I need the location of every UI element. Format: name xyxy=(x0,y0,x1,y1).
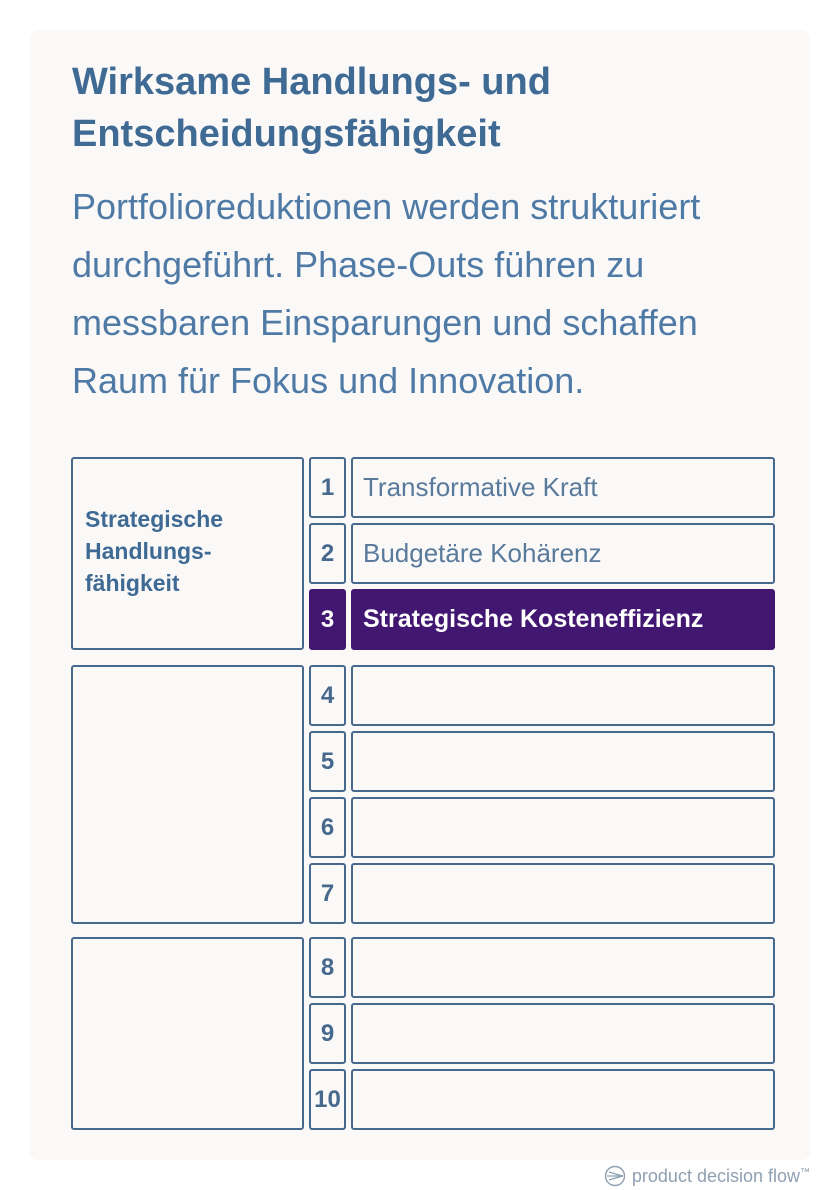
row-item-3-selected[interactable]: Strategische Kosteneffizienz xyxy=(351,589,775,650)
group-label-line-1: Strategische xyxy=(85,506,224,532)
row-item-1[interactable]: Transformative Kraft xyxy=(351,457,775,518)
row-item-5[interactable] xyxy=(351,731,775,792)
footer-brand xyxy=(604,1162,810,1190)
row-number-4: 4 xyxy=(309,665,346,726)
row-number-8: 8 xyxy=(309,937,346,998)
row-item-8[interactable] xyxy=(351,937,775,998)
description-line-4: Raum für Fokus und Innovation. xyxy=(72,360,585,401)
description-line-3: messbaren Einsparungen und schaffen xyxy=(72,302,698,343)
row-number-10: 10 xyxy=(309,1069,346,1130)
trademark-symbol: ™ xyxy=(800,1166,810,1178)
description-line-2: durchgeführt. Phase-Outs führen zu xyxy=(72,244,645,285)
row-item-9[interactable] xyxy=(351,1003,775,1064)
footer-brand-text xyxy=(632,1166,810,1187)
row-number-1: 1 xyxy=(309,457,346,518)
flow-logo-icon xyxy=(604,1165,626,1187)
row-number-5: 5 xyxy=(309,731,346,792)
group-box-1 xyxy=(71,457,304,650)
group-box-3 xyxy=(71,937,304,1130)
row-number-3: 3 xyxy=(309,589,346,650)
row-number-6: 6 xyxy=(309,797,346,858)
group-label xyxy=(85,503,295,599)
row-item-2[interactable]: Budgetäre Kohärenz xyxy=(351,523,775,584)
row-item-7[interactable] xyxy=(351,863,775,924)
group-box-2 xyxy=(71,665,304,924)
description-line-1: Portfolioreduktionen werden strukturiert xyxy=(72,186,701,227)
row-number-7: 7 xyxy=(309,863,346,924)
group-label-line-3: fähigkeit xyxy=(85,570,180,596)
page-title-line-2: Entscheidungsfähigkeit xyxy=(72,113,501,155)
row-number-2: 2 xyxy=(309,523,346,584)
group-label-line-2: Handlungs- xyxy=(85,538,212,564)
page-title xyxy=(72,56,792,160)
page-title-line-1: Wirksame Handlungs- und xyxy=(72,61,551,103)
row-number-9: 9 xyxy=(309,1003,346,1064)
row-item-10[interactable] xyxy=(351,1069,775,1130)
row-item-6[interactable] xyxy=(351,797,775,858)
description xyxy=(72,178,792,410)
row-item-4[interactable] xyxy=(351,665,775,726)
brand-name: product decision flow xyxy=(631,1165,800,1186)
